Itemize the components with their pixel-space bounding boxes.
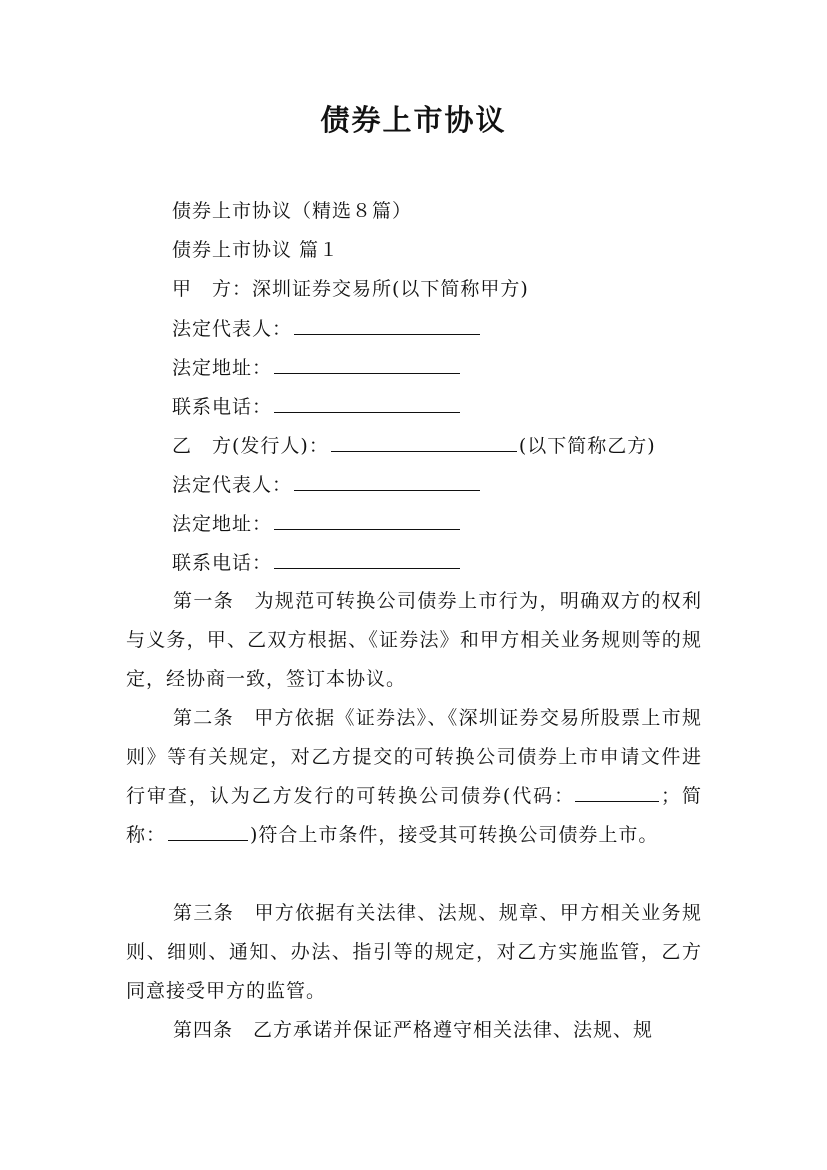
article-2-code-blank [575,782,659,802]
article-2-short-name-blank [168,821,248,841]
party-b-label-suffix: (以下简称乙方) [518,435,656,457]
party-b-rep-line [172,471,482,498]
party-b-label-prefix: 乙 方(发行人)： [172,435,329,457]
party-b-phone-blank [274,549,460,569]
article-4: 第四条 乙方承诺并保证严格遵守相关法律、法规、规 [173,1019,654,1041]
document-title: 债券上市协议 [320,103,507,137]
article-2-end: )符合上市条件，接受其可转换公司债券上市。 [250,824,659,846]
party-b-rep-label: 法定代表人： [172,474,293,496]
article-2 [126,699,702,855]
section-heading: 债券上市协议 篇１ [172,239,340,261]
party-a-rep-label: 法定代表人： [172,318,293,340]
party-a-address-line [172,354,462,381]
party-a-address-label: 法定地址： [172,357,273,379]
party-b-address-blank [274,510,460,530]
document-subtitle: 债券上市协议（精选８篇） [172,200,413,222]
party-a-rep-blank [294,315,480,335]
article-2-mid: ；简称： [126,785,702,846]
party-b-phone-label: 联系电话： [172,552,273,574]
article-1: 第一条 为规范可转换公司债券上市行为，明确双方的权利与义务，甲、乙双方根据、《证券法》和甲方相关业务规则等的规定，经协商一致，签订本协议。 [126,590,702,690]
party-a-address-blank [274,354,460,374]
party-b-phone-line [172,549,462,576]
article-2-text: 第二条 甲方依据《证券法》、《深圳证券交易所股票上市规则》等有关规定，对乙方提交的可转换公司债券上市申请文件进行审查，认为乙方发行的可转换公司债券(代码： [126,707,702,807]
party-b-address-label: 法定地址： [172,513,273,535]
party-b-line [172,432,656,459]
party-a-phone-label: 联系电话： [172,396,273,418]
party-a-phone-line [172,393,462,420]
party-a-rep-line [172,315,482,342]
party-a-label: 甲 方：深圳证券交易所(以下简称甲方) [172,278,529,300]
party-b-rep-blank [294,471,480,491]
party-b-name-blank [331,432,517,452]
party-b-address-line [172,510,462,537]
party-a-phone-blank [274,393,460,413]
article-3: 第三条 甲方依据有关法律、法规、规章、甲方相关业务规则、细则、通知、办法、指引等的规定，对乙方实施监管，乙方同意接受甲方的监管。 [126,902,702,1002]
